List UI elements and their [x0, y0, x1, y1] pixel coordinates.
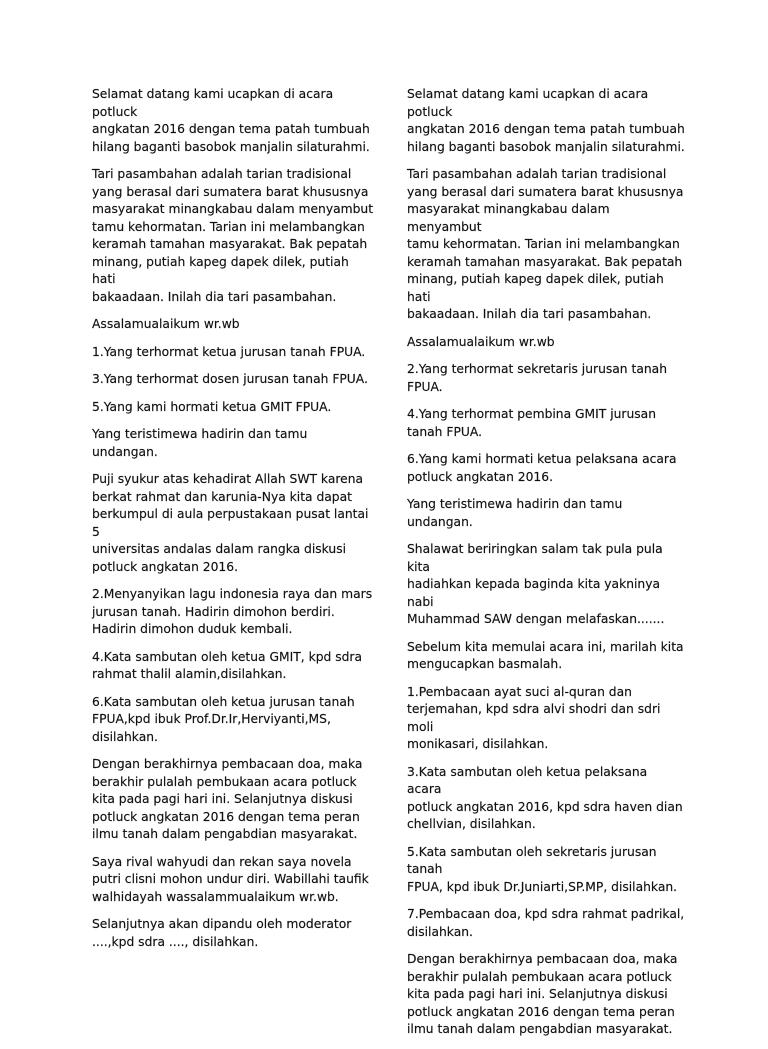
paragraph: 7.Pembacaan doa, kpd sdra rahmat padrikal, disilahkan.: [407, 907, 685, 939]
paragraph: 1.Pembacaan ayat suci al-quran dan terjemahan, kpd sdra alvi shodri dan sdri moli monikasari, disilahkan.: [407, 684, 661, 751]
paragraph: 3.Yang terhormat dosen jurusan tanah FPUA.: [92, 372, 368, 386]
paragraph: Selanjutnya akan dipandu oleh moderator ....,kpd sdra ...., disilahkan.: [92, 917, 352, 949]
right-column: [407, 86, 685, 1049]
paragraph: 4.Yang terhormat pembina GMIT jurusan tanah FPUA.: [407, 407, 657, 439]
paragraph: Yang teristimewa hadirin dan tamu undangan.: [407, 497, 623, 529]
paragraph: 5.Yang kami hormati ketua GMIT FPUA.: [92, 399, 332, 414]
paragraph: Yang teristimewa hadirin dan tamu undangan.: [92, 427, 308, 459]
paragraph: Tari pasambahan adalah tarian tradisional yang berasal dari sumatera barat khususnya masyarakat minangkabau dalam menyambut tamu kehormatan. Tarian ini melambangkan keramah tamahan masyarakat. Bak pepatah minang, putiah kapeg dapek dilek, putiah hati bakaadaan. Inilah dia tari pasambahan.: [407, 167, 684, 321]
paragraph: Saya rival wahyudi dan rekan saya novela putri clisni mohon undur diri. Wabillahi taufik walhidayah wassalammualaikum wr.wb.: [92, 854, 369, 904]
paragraph: 5.Kata sambutan oleh sekretaris jurusan tanah FPUA, kpd ibuk Dr.Juniarti,SP.MP, disilahkan.: [407, 844, 678, 894]
left-column: [92, 86, 374, 961]
paragraph: 4.Kata sambutan oleh ketua GMIT, kpd sdra rahmat thalil alamin,disilahkan.: [92, 649, 363, 681]
paragraph: Puji syukur atas kehadirat Allah SWT karena berkat rahmat dan karunia-Nya kita dapat berkumpul di aula perpustakaan pusat lantai 5 universitas andalas dalam rangka diskusi potluck angkatan 2016.: [92, 472, 369, 574]
paragraph: 2.Yang terhormat sekretaris jurusan tanah FPUA.: [407, 362, 667, 394]
paragraph: Dengan berakhirnya pembacaan doa, maka berakhir pulalah pembukaan acara potluck kita pada pagi hari ini. Selanjutnya diskusi potluck angkatan 2016 dengan tema peran ilmu tanah dalam pengabdian masyarakat.: [92, 757, 363, 841]
paragraph: Tari pasambahan adalah tarian tradisional yang berasal dari sumatera barat khususnya masyarakat minangkabau dalam menyambut tamu kehormatan. Tarian ini melambangkan keramah tamahan masyarakat. Bak pepatah minang, putiah kapeg dapek dilek, putiah hati bakaadaan. Inilah dia tari pasambahan.: [92, 167, 374, 304]
paragraph: 3.Kata sambutan oleh ketua pelaksana acara potluck angkatan 2016, kpd sdra haven dian chellvian, disilahkan.: [407, 764, 683, 831]
paragraph: Sebelum kita memulai acara ini, marilah kita mengucapkan basmalah.: [407, 639, 684, 671]
paragraph: Shalawat beriringkan salam tak pula pula kita hadiahkan kepada baginda kita yakninya nabi Muhammad SAW dengan melafaskan.......: [407, 542, 665, 626]
paragraph: Selamat datang kami ucapkan di acara potluck angkatan 2016 dengan tema patah tumbuah hilang baganti basobok manjalin silaturahmi.: [92, 87, 370, 154]
paragraph: Selamat datang kami ucapkan di acara potluck angkatan 2016 dengan tema patah tumbuah hilang baganti basobok manjalin silaturahmi.: [407, 87, 685, 154]
paragraph: 6.Kata sambutan oleh ketua jurusan tanah FPUA,kpd ibuk Prof.Dr.Ir,Herviyanti,MS, disilahkan.: [92, 694, 355, 744]
paragraph: Assalamualaikum wr.wb: [92, 317, 240, 331]
paragraph: Dengan berakhirnya pembacaan doa, maka berakhir pulalah pembukaan acara potluck kita pada pagi hari ini. Selanjutnya diskusi potluck angkatan 2016 dengan tema peran ilmu tanah dalam pengabdian masyarakat.: [407, 952, 678, 1036]
paragraph: 1.Yang terhormat ketua jurusan tanah FPUA.: [92, 344, 366, 359]
paragraph: 6.Yang kami hormati ketua pelaksana acara potluck angkatan 2016.: [407, 452, 677, 484]
paragraph: 2.Menyanyikan lagu indonesia raya dan mars jurusan tanah. Hadirin dimohon berdiri. Hadirin dimohon duduk kembali.: [92, 587, 373, 636]
paragraph: Assalamualaikum wr.wb: [407, 334, 555, 349]
